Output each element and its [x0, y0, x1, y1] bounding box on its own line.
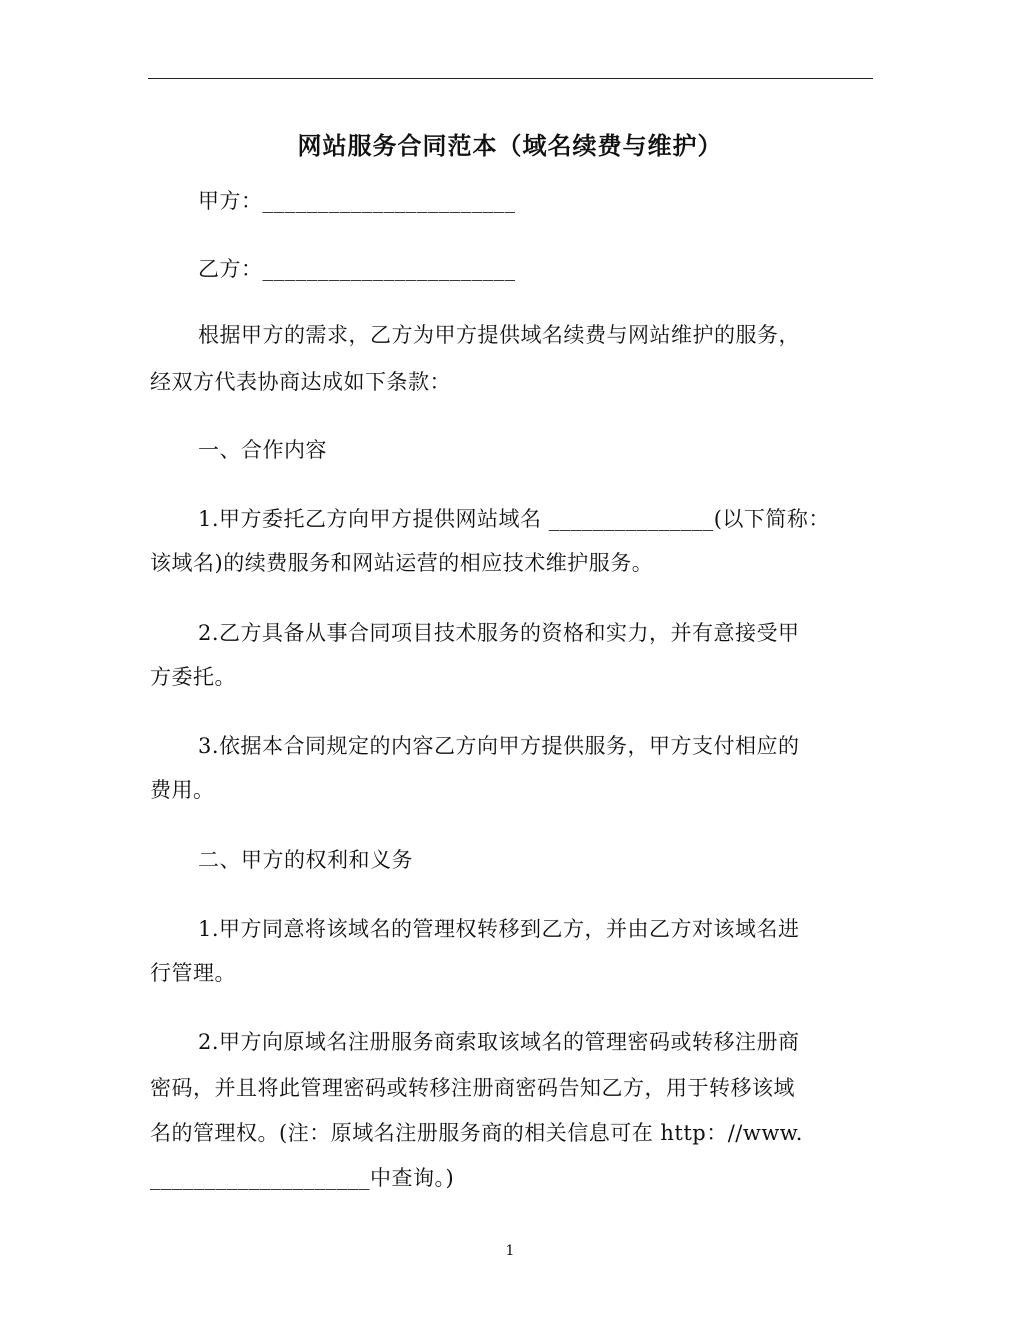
intro-paragraph-line-1: 根据甲方的需求，乙方为甲方提供域名续费与网站维护的服务， — [198, 323, 800, 347]
section-1-item-1-line-2: 该域名)的续费服务和网站运营的相应技术维护服务。 — [150, 551, 654, 575]
header-rule — [148, 78, 873, 79]
page-number: 1 — [505, 1243, 515, 1259]
section-2-item-2-line-1: 2.甲方向原域名注册服务商索取该域名的管理密码或转移注册商 — [198, 1030, 800, 1054]
section-2-item-2-line-4: ____________________中查询。) — [150, 1166, 455, 1190]
section-2-heading: 二、甲方的权利和义务 — [198, 848, 413, 872]
section-1-heading: 一、合作内容 — [198, 438, 327, 462]
section-2-item-2-line-2: 密码，并且将此管理密码或转移注册商密码告知乙方，用于转移该域 — [150, 1076, 795, 1100]
party-a-line: 甲方：_______________________ — [198, 189, 516, 213]
intro-paragraph-line-2: 经双方代表协商达成如下条款： — [150, 370, 451, 394]
section-2-item-1-line-1: 1.甲方同意将该域名的管理权转移到乙方，并由乙方对该域名进 — [198, 917, 800, 941]
section-2-item-2-line-3: 名的管理权。(注：原域名注册服务商的相关信息可在 http：//www. — [150, 1121, 803, 1145]
section-1-item-1-line-1: 1.甲方委托乙方向甲方提供网站域名 _______________(以下简称： — [198, 507, 830, 531]
document-title: 网站服务合同范本（域名续费与维护） — [297, 131, 723, 160]
section-1-item-2-line-1: 2.乙方具备从事合同项目技术服务的资格和实力，并有意接受甲 — [198, 621, 800, 645]
section-2-item-1-line-2: 行管理。 — [150, 961, 236, 985]
section-1-item-2-line-2: 方委托。 — [150, 665, 236, 689]
section-1-item-3-line-2: 费用。 — [150, 778, 215, 802]
party-b-line: 乙方：_______________________ — [198, 257, 516, 281]
section-1-item-3-line-1: 3.依据本合同规定的内容乙方向甲方提供服务，甲方支付相应的 — [198, 734, 800, 758]
